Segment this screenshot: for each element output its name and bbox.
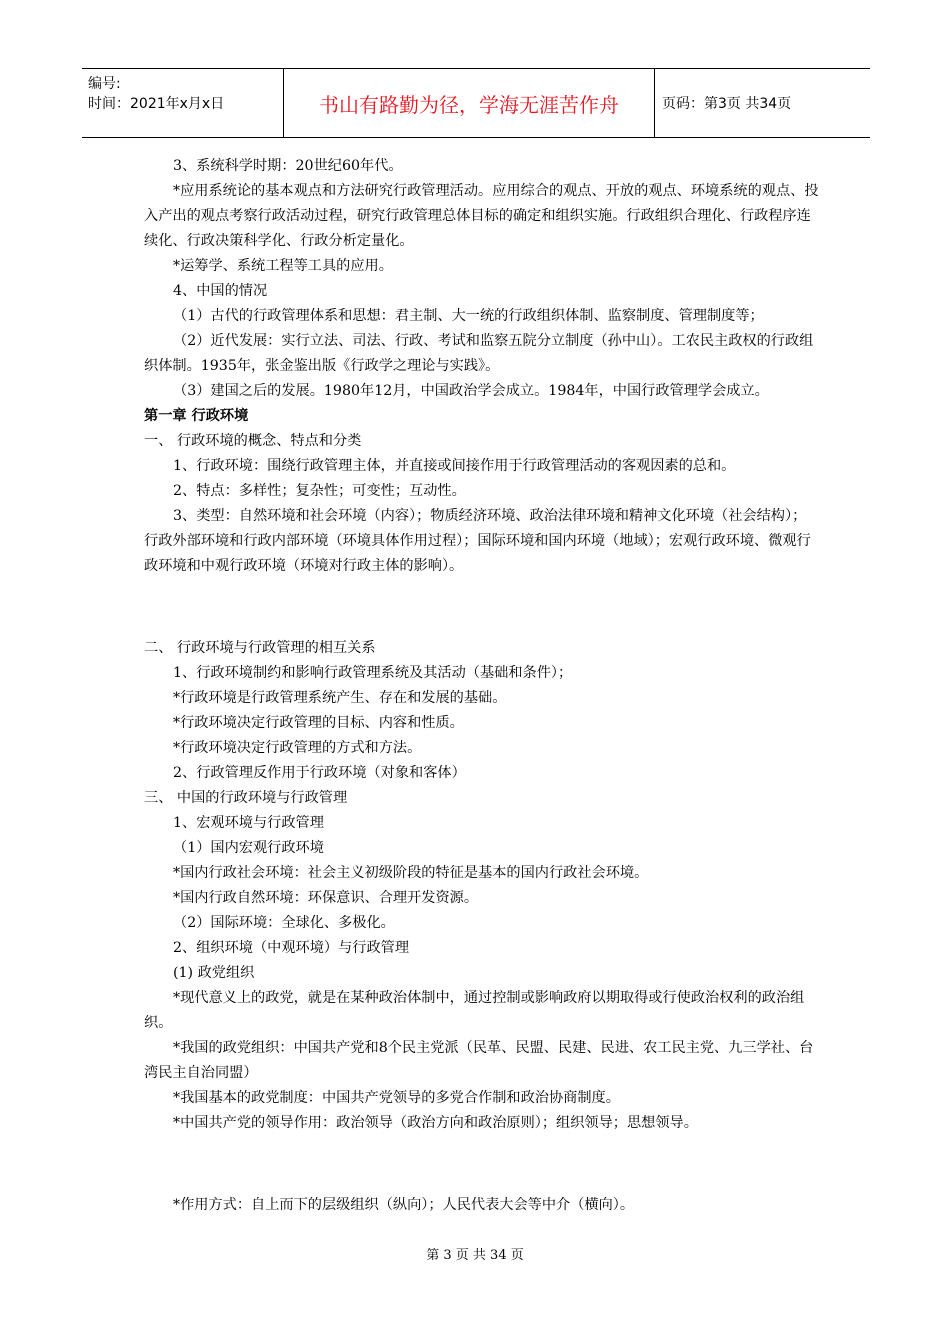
document-body — [144, 154, 820, 1218]
paragraph: *中国共产党的领导作用：政治领导（政治方向和政治原则）；组织领导；思想领导。 — [173, 1115, 698, 1131]
paragraph: 二、 行政环境与行政管理的相互关系 — [144, 640, 376, 656]
header-page-info: 页码：第3页 共34页 — [662, 96, 792, 112]
paragraph: *国内行政社会环境：社会主义初级阶段的特征是基本的国内行政社会环境。 — [173, 865, 649, 881]
paragraph: *我国基本的政党制度：中国共产党领导的多党合作制和政治协商制度。 — [173, 1090, 620, 1106]
paragraph: （1）国内宏观行政环境 — [173, 840, 324, 856]
header-motto: 书山有路勤为径，学海无涯苦作舟 — [319, 92, 619, 117]
time-label: 时间：2021年x月x日 — [88, 96, 225, 112]
paragraph: 2、特点：多样性；复杂性；可变性；互动性。 — [173, 483, 466, 499]
paragraph-spacer — [144, 595, 820, 620]
paragraph: *应用系统论的基本观点和方法研究行政管理活动。应用综合的观点、开放的观点、环境系统的观点、投入产出的观点考察行政活动过程，研究行政管理总体目标的确定和组织实施。行政组织合理化、行政程序连续化、行政决策科学化、行政分析定量化。 — [144, 183, 819, 249]
page-footer: 第 3 页 共 34 页 — [426, 1248, 524, 1263]
paragraph: 三、 中国的行政环境与行政管理 — [144, 790, 348, 806]
paragraph: *运筹学、系统工程等工具的应用。 — [173, 258, 393, 274]
header-divider — [654, 69, 655, 137]
paragraph: （1）古代的行政管理体系和思想：君主制、大一统的行政组织体制、监察制度、管理制度等； — [173, 308, 764, 324]
paragraph: 1、行政环境制约和影响行政管理系统及其活动（基础和条件）； — [173, 665, 573, 681]
document-header — [82, 68, 870, 138]
paragraph: *国内行政自然环境：环保意识、合理开发资源。 — [173, 890, 479, 906]
paragraph-spacer — [144, 1152, 820, 1177]
paragraph: （3）建国之后的发展。1980年12月，中国政治学会成立。1984年，中国行政管理学会成立。 — [173, 383, 769, 399]
number-label: 编号: — [88, 76, 121, 92]
paragraph: 1、宏观环境与行政管理 — [173, 815, 324, 831]
paragraph: 4、中国的情况 — [173, 283, 268, 299]
paragraph: *现代意义上的政党，就是在某种政治体制中，通过控制或影响政府以期取得或行使政治权利的政治组织。 — [144, 990, 805, 1031]
paragraph: 3、系统科学时期：20世纪60年代。 — [173, 158, 403, 174]
paragraph: *行政环境是行政管理系统产生、存在和发展的基础。 — [173, 690, 507, 706]
paragraph: *行政环境决定行政管理的目标、内容和性质。 — [173, 715, 464, 731]
paragraph: 2、组织环境（中观环境）与行政管理 — [173, 940, 410, 956]
paragraph: *作用方式：自上而下的层级组织（纵向）；人民代表大会等中介（横向）。 — [173, 1197, 635, 1213]
paragraph: 3、类型：自然环境和社会环境（内容）；物质经济环境、政治法律环境和精神文化环境（社会结构）；行政外部环境和行政内部环境（环境具体作用过程）；国际环境和国内环境（地域）；宏观行政环境、微观行政环境和中观行政环境（环境对行政主体的影响）。 — [144, 508, 811, 574]
paragraph: (1) 政党组织 — [173, 965, 255, 981]
paragraph: （2）近代发展：实行立法、司法、行政、考试和监察五院分立制度（孙中山）。工农民主政权的行政组织体制。1935年，张金鉴出版《行政学之理论与实践》。 — [144, 333, 814, 374]
paragraph: 一、 行政环境的概念、特点和分类 — [144, 433, 362, 449]
chapter-heading: 第一章 行政环境 — [144, 408, 249, 424]
paragraph: *行政环境决定行政管理的方式和方法。 — [173, 740, 422, 756]
paragraph: *我国的政党组织：中国共产党和8个民主党派（民革、民盟、民建、民进、农工民主党、九三学社、台湾民主自治同盟） — [144, 1040, 814, 1081]
paragraph: 2、行政管理反作用于行政环境（对象和客体） — [173, 765, 466, 781]
paragraph: 1、行政环境：围绕行政管理主体，并直接或间接作用于行政管理活动的客观因素的总和。 — [173, 458, 736, 474]
paragraph: （2）国际环境：全球化、多极化。 — [173, 915, 395, 931]
